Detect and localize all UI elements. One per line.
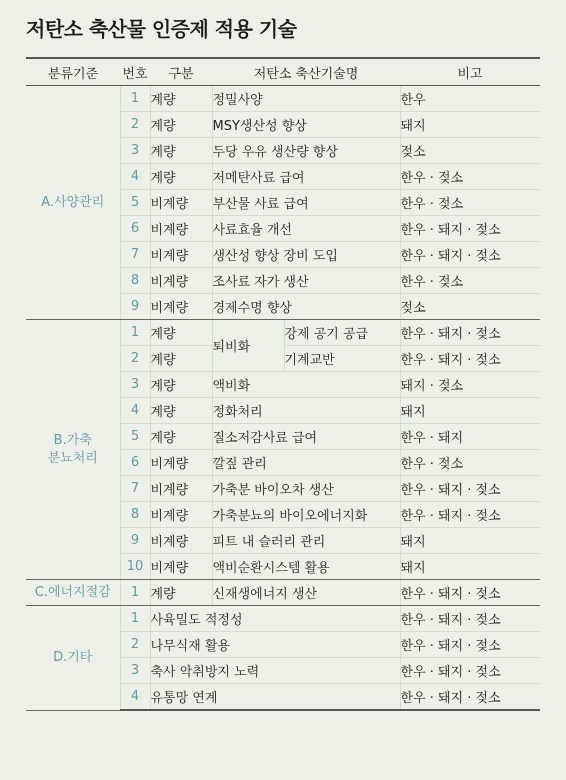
category-c: C.에너지절감 bbox=[26, 580, 120, 606]
row-number: 1 bbox=[120, 580, 150, 606]
row-number: 3 bbox=[120, 658, 150, 684]
row-group: 계량 bbox=[150, 138, 212, 164]
row-group: 비계량 bbox=[150, 242, 212, 268]
row-tech: 가축분 바이오차 생산 bbox=[212, 476, 400, 502]
row-note: 한우 bbox=[400, 86, 540, 112]
table-row bbox=[26, 606, 540, 632]
row-note: 한우 · 젖소 bbox=[400, 164, 540, 190]
row-group: 비계량 bbox=[150, 294, 212, 320]
row-group: 계량 bbox=[150, 86, 212, 112]
row-tech: 액비순환시스템 활용 bbox=[212, 554, 400, 580]
row-group: 계량 bbox=[150, 424, 212, 450]
row-group: 비계량 bbox=[150, 502, 212, 528]
row-note: 한우 · 돼지 · 젖소 bbox=[400, 320, 540, 346]
row-number: 4 bbox=[120, 684, 150, 711]
row-tech: 피트 내 슬러리 관리 bbox=[212, 528, 400, 554]
row-number: 8 bbox=[120, 502, 150, 528]
row-tech: 강제 공기 공급 bbox=[284, 320, 400, 346]
row-group: 계량 bbox=[150, 320, 212, 346]
row-tech: 저메탄사료 급여 bbox=[212, 164, 400, 190]
category-d: D.기타 bbox=[26, 606, 120, 711]
header-group: 구분 bbox=[150, 58, 212, 86]
tech-table bbox=[26, 57, 540, 711]
row-number: 3 bbox=[120, 372, 150, 398]
row-number: 2 bbox=[120, 112, 150, 138]
row-number: 1 bbox=[120, 606, 150, 632]
row-note: 한우 · 돼지 · 젖소 bbox=[400, 216, 540, 242]
row-tech: 부산물 사료 급여 bbox=[212, 190, 400, 216]
row-tech: 생산성 향상 장비 도입 bbox=[212, 242, 400, 268]
row-number: 4 bbox=[120, 398, 150, 424]
row-tech: 조사료 자가 생산 bbox=[212, 268, 400, 294]
header-note: 비고 bbox=[400, 58, 540, 86]
category-b bbox=[26, 320, 120, 580]
row-group: 계량 bbox=[150, 580, 212, 606]
row-tech: 두당 우유 생산량 향상 bbox=[212, 138, 400, 164]
row-note: 한우 · 돼지 · 젖소 bbox=[400, 684, 540, 711]
row-tech: 기계교반 bbox=[284, 346, 400, 372]
row-note: 한우 · 돼지 bbox=[400, 424, 540, 450]
row-note: 한우 · 돼지 · 젖소 bbox=[400, 502, 540, 528]
bundle-compost: 퇴비화 bbox=[212, 320, 284, 372]
header-category: 분류기준 bbox=[26, 58, 120, 86]
row-tech: 나무식재 활용 bbox=[150, 632, 400, 658]
row-note: 젖소 bbox=[400, 138, 540, 164]
row-note: 젖소 bbox=[400, 294, 540, 320]
row-group: 비계량 bbox=[150, 268, 212, 294]
row-note: 한우 · 돼지 · 젖소 bbox=[400, 242, 540, 268]
header-technology: 저탄소 축산기술명 bbox=[212, 58, 400, 86]
row-group: 비계량 bbox=[150, 216, 212, 242]
row-number: 5 bbox=[120, 190, 150, 216]
header-row bbox=[26, 58, 540, 86]
row-tech: 액비화 bbox=[212, 372, 400, 398]
row-note: 한우 · 젖소 bbox=[400, 190, 540, 216]
row-tech: 신재생에너지 생산 bbox=[212, 580, 400, 606]
row-note: 한우 · 돼지 · 젖소 bbox=[400, 346, 540, 372]
row-number: 9 bbox=[120, 294, 150, 320]
row-group: 비계량 bbox=[150, 450, 212, 476]
row-note: 한우 · 젖소 bbox=[400, 450, 540, 476]
row-group: 계량 bbox=[150, 372, 212, 398]
row-note: 한우 · 돼지 · 젖소 bbox=[400, 606, 540, 632]
row-number: 8 bbox=[120, 268, 150, 294]
row-number: 10 bbox=[120, 554, 150, 580]
row-tech: 경제수명 향상 bbox=[212, 294, 400, 320]
row-group: 계량 bbox=[150, 398, 212, 424]
row-number: 1 bbox=[120, 86, 150, 112]
row-number: 2 bbox=[120, 346, 150, 372]
row-note: 한우 · 돼지 · 젖소 bbox=[400, 632, 540, 658]
row-group: 비계량 bbox=[150, 190, 212, 216]
row-number: 4 bbox=[120, 164, 150, 190]
header-number: 번호 bbox=[120, 58, 150, 86]
row-group: 계량 bbox=[150, 164, 212, 190]
row-note: 한우 · 돼지 · 젖소 bbox=[400, 580, 540, 606]
row-number: 6 bbox=[120, 216, 150, 242]
row-tech: 정밀사양 bbox=[212, 86, 400, 112]
row-number: 2 bbox=[120, 632, 150, 658]
row-group: 계량 bbox=[150, 346, 212, 372]
row-tech: MSY생산성 향상 bbox=[212, 112, 400, 138]
row-tech: 사료효율 개선 bbox=[212, 216, 400, 242]
row-number: 6 bbox=[120, 450, 150, 476]
row-tech: 사육밀도 적정성 bbox=[150, 606, 400, 632]
page-title: 저탄소 축산물 인증제 적용 기술 bbox=[26, 17, 297, 41]
row-number: 5 bbox=[120, 424, 150, 450]
row-note: 돼지 · 젖소 bbox=[400, 372, 540, 398]
row-group: 비계량 bbox=[150, 528, 212, 554]
row-number: 7 bbox=[120, 242, 150, 268]
row-tech: 유통망 연계 bbox=[150, 684, 400, 711]
row-tech: 축사 악취방지 노력 bbox=[150, 658, 400, 684]
row-tech: 깔짚 관리 bbox=[212, 450, 400, 476]
row-group: 계량 bbox=[150, 112, 212, 138]
row-note: 한우 · 돼지 · 젖소 bbox=[400, 476, 540, 502]
row-tech: 가축분뇨의 바이오에너지화 bbox=[212, 502, 400, 528]
row-tech: 질소저감사료 급여 bbox=[212, 424, 400, 450]
category-a: A.사양관리 bbox=[26, 86, 120, 320]
row-note: 한우 · 젖소 bbox=[400, 268, 540, 294]
category-b-line1: B.가축 bbox=[53, 432, 92, 448]
row-group: 비계량 bbox=[150, 476, 212, 502]
row-note: 돼지 bbox=[400, 112, 540, 138]
table-row bbox=[26, 320, 540, 346]
row-note: 돼지 bbox=[400, 554, 540, 580]
row-note: 돼지 bbox=[400, 398, 540, 424]
category-b-line2: 분뇨처리 bbox=[47, 450, 98, 466]
row-tech: 정화처리 bbox=[212, 398, 400, 424]
row-note: 한우 · 돼지 · 젖소 bbox=[400, 658, 540, 684]
row-number: 9 bbox=[120, 528, 150, 554]
table-row bbox=[26, 86, 540, 112]
row-number: 1 bbox=[120, 320, 150, 346]
row-group: 비계량 bbox=[150, 554, 212, 580]
table-row bbox=[26, 580, 540, 606]
row-number: 7 bbox=[120, 476, 150, 502]
row-note: 돼지 bbox=[400, 528, 540, 554]
row-number: 3 bbox=[120, 138, 150, 164]
